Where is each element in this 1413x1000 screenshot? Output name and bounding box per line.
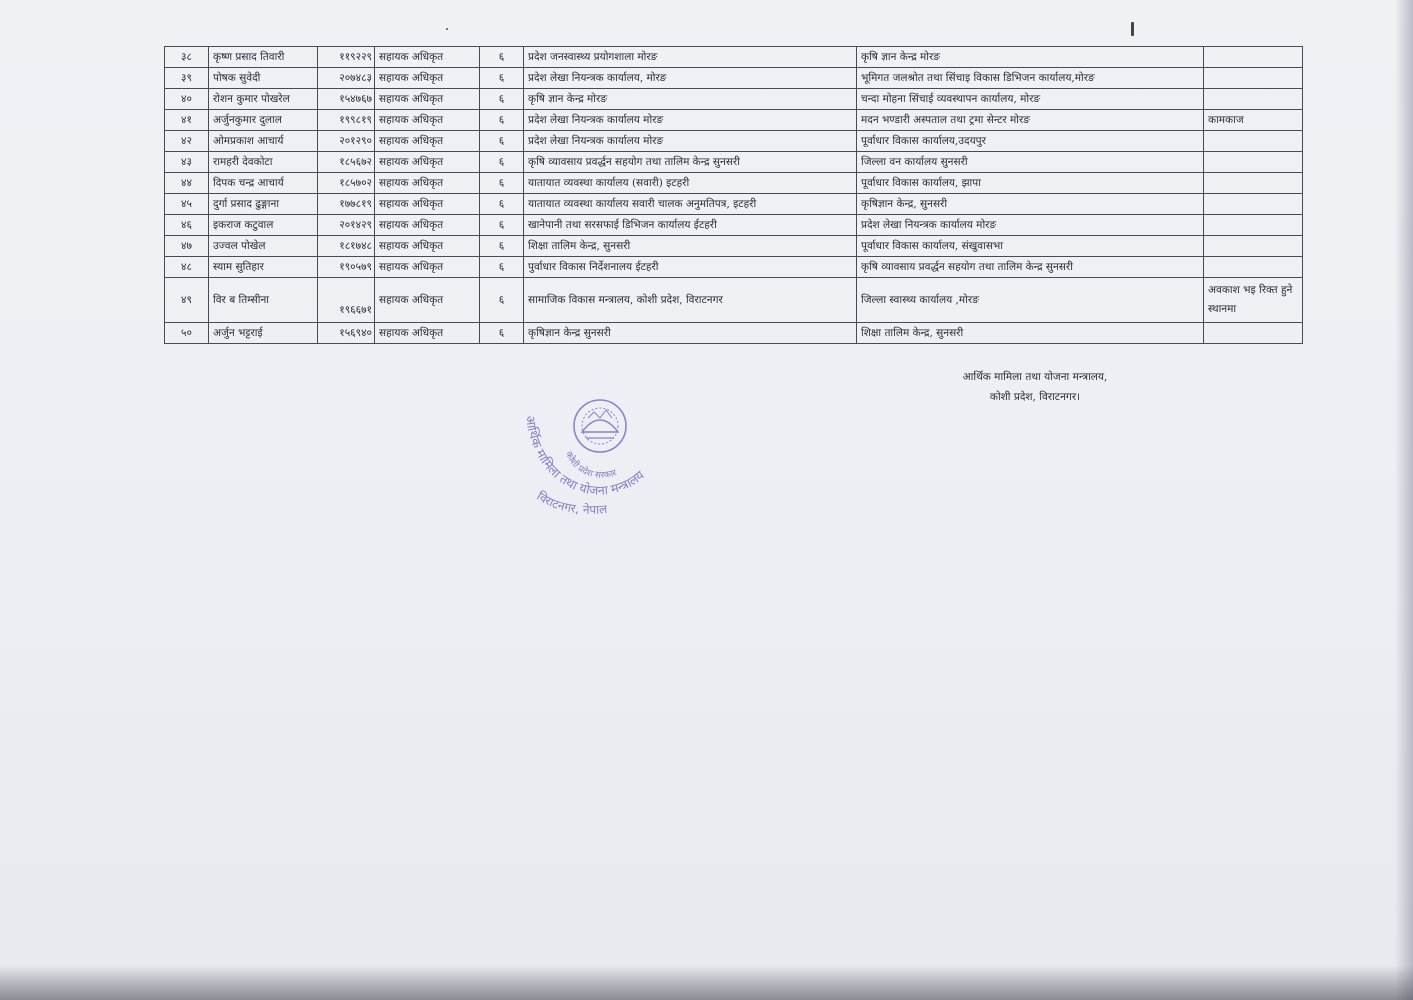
level-cell: ६ [480,131,524,152]
table-row [165,131,1303,152]
post-cell: सहायक अधिकृत [375,278,480,323]
level-cell: ६ [480,194,524,215]
employee-name-cell: दुर्गा प्रसाद ढुङ्गाना [209,194,318,215]
remarks-cell: कामकाज [1204,110,1303,131]
post-cell: सहायक अधिकृत [375,47,480,68]
employee-name-cell: उज्वल पोखेल [209,236,318,257]
employee-name-cell: अर्जुन भट्टराई [209,323,318,344]
level-cell: ६ [480,152,524,173]
employee-id-cell: १५४७६७ [318,89,375,110]
scan-speck [1131,22,1134,36]
current-office-cell: कृषि व्यावसाय प्रवर्द्धन सहयोग तथा तालिम केन्द्र सुनसरी [524,152,857,173]
table-row [165,236,1303,257]
table-row [165,173,1303,194]
signature-block [900,367,1170,407]
current-office-cell: यातायात व्यवस्था कार्यालय (सवारी) इटहरी [524,173,857,194]
remarks-cell [1204,47,1303,68]
table-row [165,152,1303,173]
remarks-cell [1204,68,1303,89]
scan-dot [446,28,448,30]
employee-name-cell: ओमप्रकाश आचार्य [209,131,318,152]
current-office-cell: प्रदेश जनस्वास्थ्य प्रयोगशाला मोरङ [524,47,857,68]
table-row [165,110,1303,131]
post-cell: सहायक अधिकृत [375,236,480,257]
current-office-cell: पुर्वाधार विकास निर्देशनालय ईटहरी [524,257,857,278]
employee-id-cell: १८५७०२ [318,173,375,194]
current-office-cell: सामाजिक विकास मन्त्रालय, कोशी प्रदेश, विराटनगर [524,278,857,323]
table-row [165,194,1303,215]
remarks-cell [1204,257,1303,278]
level-cell: ६ [480,215,524,236]
transfer-table [164,46,1303,344]
serial-number-cell: ३८ [165,47,209,68]
transfer-office-cell: जिल्ला वन कार्यालय सुनसरी [857,152,1204,173]
remarks-cell [1204,323,1303,344]
post-cell: सहायक अधिकृत [375,68,480,89]
serial-number-cell: ४८ [165,257,209,278]
employee-id-cell: २०१४२९ [318,215,375,236]
employee-name-cell: कृष्ण प्रसाद तिवारी [209,47,318,68]
employee-id-cell: १८५६७२ [318,152,375,173]
transfer-office-cell: चन्दा मोहना सिंचाई व्यवस्थापन कार्यालय, मोरङ [857,89,1204,110]
employee-id-cell: १८१७४८ [318,236,375,257]
transfer-office-cell: कृषिज्ञान केन्द्र, सुनसरी [857,194,1204,215]
current-office-cell: प्रदेश लेखा नियन्त्रक कार्यालय मोरङ [524,131,857,152]
level-cell: ६ [480,89,524,110]
remarks-cell [1204,173,1303,194]
remarks-cell [1204,236,1303,257]
employee-id-cell: १९०५७९ [318,257,375,278]
remarks-cell [1204,89,1303,110]
level-cell: ६ [480,173,524,194]
employee-id-cell: २०१२९० [318,131,375,152]
post-cell: सहायक अधिकृत [375,173,480,194]
transfer-office-cell: प्रदेश लेखा नियन्त्रक कार्यालय मोरङ [857,215,1204,236]
table-row [165,47,1303,68]
table-body [165,47,1303,344]
seal-inner-text: कोशी प्रदेश सरकार [562,450,619,481]
remarks-cell [1204,152,1303,173]
employee-id-cell: २०७४८३ [318,68,375,89]
seal-bottom-text: विराटनगर, नेपाल [534,488,608,517]
current-office-cell: कृषिज्ञान केन्द्र सुनसरी [524,323,857,344]
current-office-cell: कृषि ज्ञान केन्द्र मोरङ [524,89,857,110]
post-cell: सहायक अधिकृत [375,215,480,236]
post-cell: सहायक अधिकृत [375,257,480,278]
post-cell: सहायक अधिकृत [375,323,480,344]
employee-id-cell: १७७८१९ [318,194,375,215]
official-seal [508,398,688,528]
remarks-cell [1204,215,1303,236]
seal-emblem-mountain [582,420,618,432]
table-row [165,215,1303,236]
post-cell: सहायक अधिकृत [375,152,480,173]
serial-number-cell: ४५ [165,194,209,215]
level-cell: ६ [480,47,524,68]
employee-id-cell: १५६९४० [318,323,375,344]
table-row [165,257,1303,278]
current-office-cell: खानेपानी तथा सरसफाई डिभिजन कार्यालय ईटहरी [524,215,857,236]
seal-outer-text: आर्थिक मामिला तथा योजना मन्त्रालय [522,414,647,498]
level-cell: ६ [480,68,524,89]
post-cell: सहायक अधिकृत [375,89,480,110]
employee-name-cell: विर ब तिम्सीना [209,278,318,323]
post-cell: सहायक अधिकृत [375,131,480,152]
signature-ministry: आर्थिक मामिला तथा योजना मन्त्रालय, [962,371,1108,383]
level-cell: ६ [480,278,524,323]
serial-number-cell: ४३ [165,152,209,173]
serial-number-cell: ४१ [165,110,209,131]
remarks-cell [1204,131,1303,152]
serial-number-cell: ४० [165,89,209,110]
employee-id-cell: १९६६७१ [318,278,375,323]
table-row [165,323,1303,344]
post-cell: सहायक अधिकृत [375,194,480,215]
employee-name-cell: इकराज कटुवाल [209,215,318,236]
remarks-cell [1204,194,1303,215]
serial-number-cell: ४७ [165,236,209,257]
serial-number-cell: ३९ [165,68,209,89]
employee-id-cell: ११९२२९ [318,47,375,68]
transfer-office-cell: कृषि व्यावसाय प्रवर्द्धन सहयोग तथा तालिम केन्द्र सुनसरी [857,257,1204,278]
employee-name-cell: स्याम सुतिहार [209,257,318,278]
employee-name-cell: दिपक चन्द्र आचार्य [209,173,318,194]
transfer-office-cell: पूर्वाधार विकास कार्यालय, संखुवासभा [857,236,1204,257]
transfer-office-cell: पूर्वाधार विकास कार्यालय, झापा [857,173,1204,194]
level-cell: ६ [480,257,524,278]
employee-name-cell: रोशन कुमार पोखरेल [209,89,318,110]
current-office-cell: प्रदेश लेखा नियन्त्रक कार्यालय मोरङ [524,110,857,131]
employee-name-cell: रामहरी देवकोटा [209,152,318,173]
employee-id-cell: १९९८१९ [318,110,375,131]
scan-bottom-shadow [0,965,1413,1000]
level-cell: ६ [480,323,524,344]
transfer-office-cell: कृषि ज्ञान केन्द्र मोरङ [857,47,1204,68]
serial-number-cell: ४२ [165,131,209,152]
level-cell: ६ [480,236,524,257]
scan-edge-shadow [1395,0,1413,1000]
transfer-office-cell: शिक्षा तालिम केन्द्र, सुनसरी [857,323,1204,344]
current-office-cell: शिक्षा तालिम केन्द्र, सुनसरी [524,236,857,257]
level-cell: ६ [480,110,524,131]
transfer-office-cell: भूमिगत जलश्रोत तथा सिंचाइ विकास डिभिजन कार्यालय,मोरङ [857,68,1204,89]
current-office-cell: प्रदेश लेखा नियन्त्रक कार्यालय, मोरङ [524,68,857,89]
seal-emblem-peaks [588,410,612,418]
serial-number-cell: ५० [165,323,209,344]
transfer-office-cell: पूर्वाधार विकास कार्यालय,उदयपुर [857,131,1204,152]
remarks-cell: अवकाश भइ रिक्त हुने स्थानमा [1204,278,1303,323]
employee-name-cell: अर्जुनकुमार दुलाल [209,110,318,131]
employee-name-cell: पोषक सुवेदी [209,68,318,89]
transfer-office-cell: मदन भण्डारी अस्पताल तथा ट्रमा सेन्टर मोरङ [857,110,1204,131]
serial-number-cell: ४६ [165,215,209,236]
serial-number-cell: ४९ [165,278,209,323]
post-cell: सहायक अधिकृत [375,110,480,131]
signature-location: कोशी प्रदेश, विराटनगर। [989,391,1081,403]
serial-number-cell: ४४ [165,173,209,194]
table-row [165,89,1303,110]
transfer-office-cell: जिल्ला स्वास्थ्य कार्यालय ,मोरङ [857,278,1204,323]
current-office-cell: यातायात व्यवस्था कार्यालय सवारी चालक अनुमतिपत्र, इटहरी [524,194,857,215]
table-row [165,278,1303,323]
table-row [165,68,1303,89]
